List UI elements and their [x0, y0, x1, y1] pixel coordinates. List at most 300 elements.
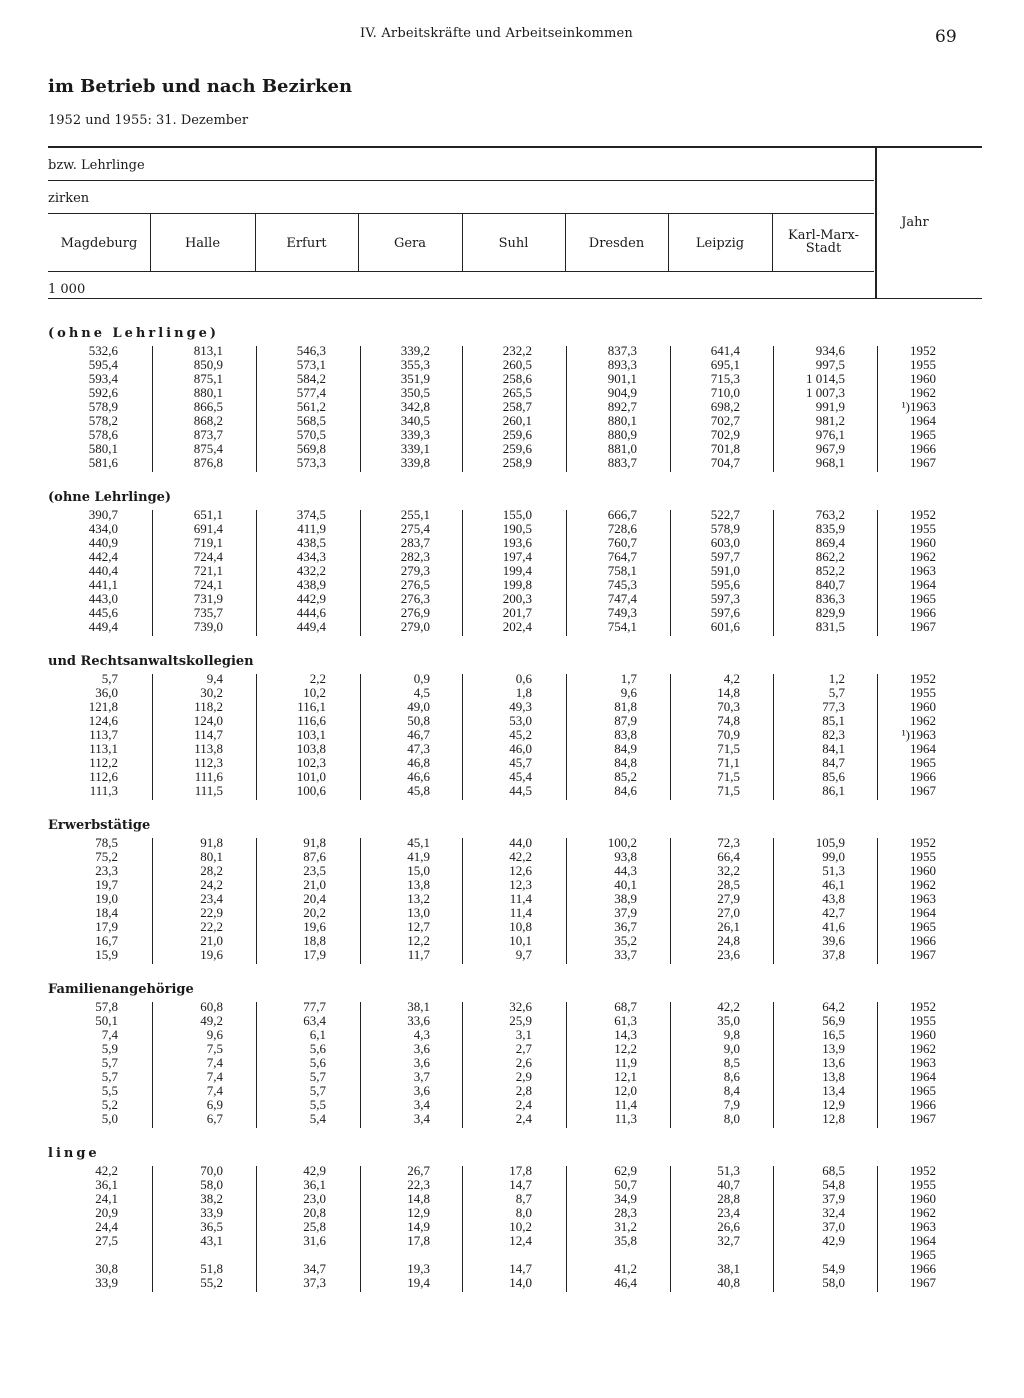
table-cell: 258,9 [502, 455, 532, 470]
table-cell: 2,6 [515, 1055, 532, 1070]
table-cell: 880,9 [607, 427, 637, 442]
data-column [765, 1164, 845, 1290]
table-cell: 23,4 [717, 1205, 740, 1220]
table-cell: 47,3 [407, 741, 430, 756]
table-cell: 641,4 [710, 343, 740, 358]
year-cell: 1964 [910, 905, 936, 920]
table-cell: 46,0 [509, 741, 532, 756]
data-column [350, 836, 430, 962]
table-cell: 2,2 [309, 671, 326, 686]
header-top-rule [48, 146, 982, 148]
table-cell: 8,0 [515, 1205, 532, 1220]
year-cell: 1960 [910, 1191, 936, 1206]
table-cell: 715,3 [710, 371, 740, 386]
table-cell: 66,4 [717, 849, 740, 864]
data-column [765, 508, 845, 634]
table-cell: 87,9 [614, 713, 637, 728]
table-section [0, 654, 1024, 814]
table-cell: 260,5 [502, 357, 532, 372]
table-cell: 279,0 [400, 619, 430, 634]
table-cell: 46,4 [614, 1275, 637, 1290]
data-column [557, 344, 637, 470]
table-cell: 20,4 [303, 891, 326, 906]
table-cell: 33,9 [95, 1275, 118, 1290]
table-cell: 449,4 [88, 619, 118, 634]
table-cell: 546,3 [296, 343, 326, 358]
table-cell: 934,6 [815, 343, 845, 358]
year-cell: 1967 [910, 619, 936, 634]
table-cell: 124,0 [193, 713, 223, 728]
table-cell: 50,7 [614, 1177, 637, 1192]
data-column [452, 672, 532, 798]
data-column [246, 508, 326, 634]
year-cell: 1967 [910, 947, 936, 962]
table-cell: 434,3 [296, 549, 326, 564]
table-cell: 695,1 [710, 357, 740, 372]
year-cell: 1952 [910, 507, 936, 522]
year-cell: 1966 [910, 441, 936, 456]
table-cell: 443,0 [88, 591, 118, 606]
table-cell: 868,2 [193, 413, 223, 428]
col-header-halle: Halle [184, 236, 221, 251]
year-cell: 1955 [910, 1013, 936, 1028]
table-cell: 118,2 [194, 699, 223, 714]
table-cell: 991,9 [815, 399, 845, 414]
table-cell: 77,7 [303, 999, 326, 1014]
table-cell: 10,1 [509, 933, 532, 948]
table-cell: 42,9 [822, 1233, 845, 1248]
table-cell: 31,2 [614, 1219, 637, 1234]
table-cell: 339,1 [400, 441, 430, 456]
table-cell: 20,9 [95, 1205, 118, 1220]
data-column [765, 672, 845, 798]
table-cell: 71,5 [717, 769, 740, 784]
table-cell: 23,5 [303, 863, 326, 878]
table-cell: 21,0 [200, 933, 223, 948]
table-cell: 10,8 [509, 919, 532, 934]
table-cell: 91,8 [200, 835, 223, 850]
table-cell: 813,1 [193, 343, 223, 358]
year-cell: 1962 [910, 549, 936, 564]
table-cell: 442,9 [296, 591, 326, 606]
table-cell: 11,4 [509, 905, 532, 920]
table-cell: 36,7 [614, 919, 637, 934]
table-cell: 40,7 [717, 1177, 740, 1192]
table-cell: 202,4 [502, 619, 532, 634]
table-cell: 38,2 [200, 1191, 223, 1206]
table-cell: 763,2 [815, 507, 845, 522]
table-cell: 442,4 [88, 549, 118, 564]
table-cell: 23,0 [303, 1191, 326, 1206]
table-cell: 26,1 [717, 919, 740, 934]
year-cell: 1952 [910, 671, 936, 686]
data-column [660, 672, 740, 798]
table-cell: 74,8 [717, 713, 740, 728]
table-cell: 11,4 [614, 1097, 637, 1112]
table-cell: 116,6 [297, 713, 326, 728]
year-cell: 1962 [910, 877, 936, 892]
data-column [350, 344, 430, 470]
table-cell: 37,0 [822, 1219, 845, 1234]
table-cell: 77,3 [822, 699, 845, 714]
table-cell: 114,7 [194, 727, 223, 742]
table-cell: 16,5 [822, 1027, 845, 1042]
table-cell [246, 1248, 326, 1262]
table-cell: 595,4 [88, 357, 118, 372]
year-cell: 1964 [910, 1233, 936, 1248]
year-cell: 1965 [910, 1247, 936, 1262]
data-column [143, 1164, 223, 1290]
table-cell: 754,1 [607, 619, 637, 634]
table-cell: 836,3 [815, 591, 845, 606]
table-cell: 45,4 [509, 769, 532, 784]
table-cell: 34,9 [614, 1191, 637, 1206]
table-cell: 14,8 [407, 1191, 430, 1206]
table-cell: 121,8 [88, 699, 118, 714]
table-cell: 4,5 [413, 685, 430, 700]
table-cell: 9,6 [206, 1027, 223, 1042]
table-cell: 2,9 [515, 1069, 532, 1084]
table-cell: 35,8 [614, 1233, 637, 1248]
header-row-lehrlinge: bzw. Lehrlinge [48, 158, 145, 173]
table-cell: 3,6 [413, 1055, 430, 1070]
page-subtitle: 1952 und 1955: 31. Dezember [48, 113, 249, 128]
data-column [660, 1000, 740, 1126]
table-cell: 45,7 [509, 755, 532, 770]
table-cell: 27,5 [95, 1233, 118, 1248]
year-cell: 1963 [910, 891, 936, 906]
year-cell: 1962 [910, 1041, 936, 1056]
table-cell: 691,4 [193, 521, 223, 536]
table-cell: 111,6 [194, 769, 223, 784]
table-cell: 38,1 [407, 999, 430, 1014]
table-cell: 36,1 [303, 1177, 326, 1192]
table-cell: 578,9 [88, 399, 118, 414]
table-cell: 84,8 [614, 755, 637, 770]
year-cell: 1966 [910, 1261, 936, 1276]
table-cell: 597,3 [710, 591, 740, 606]
year-cell: 1964 [910, 413, 936, 428]
year-cell: 1952 [910, 999, 936, 1014]
table-cell: 875,4 [193, 441, 223, 456]
table-cell: 14,0 [509, 1275, 532, 1290]
table-cell: 573,3 [296, 455, 326, 470]
data-column [143, 672, 223, 798]
year-column [856, 1000, 936, 1126]
table-cell [143, 1248, 223, 1262]
table-cell: 5,7 [101, 1069, 118, 1084]
table-cell: 87,6 [303, 849, 326, 864]
table-cell: 32,4 [822, 1205, 845, 1220]
col-header-leipzig: Leipzig [695, 236, 745, 251]
table-cell: 50,1 [95, 1013, 118, 1028]
table-cell: 440,4 [88, 563, 118, 578]
table-cell: 893,3 [607, 357, 637, 372]
table-cell: 438,5 [296, 535, 326, 550]
table-cell: 749,3 [607, 605, 637, 620]
table-cell: 568,5 [296, 413, 326, 428]
table-cell: 259,6 [502, 427, 532, 442]
table-cell: 45,1 [407, 835, 430, 850]
table-cell: 19,4 [407, 1275, 430, 1290]
table-cell: 39,6 [822, 933, 845, 948]
table-cell: 25,9 [509, 1013, 532, 1028]
year-cell: 1965 [910, 755, 936, 770]
header-bottom-rule [48, 298, 982, 299]
table-cell: 5,9 [101, 1041, 118, 1056]
table-cell: 14,8 [717, 685, 740, 700]
table-cell: 81,8 [614, 699, 637, 714]
year-cell: 1955 [910, 521, 936, 536]
table-cell: 19,6 [303, 919, 326, 934]
table-cell: 721,1 [193, 563, 223, 578]
year-cell: 1955 [910, 357, 936, 372]
table-cell: 580,1 [88, 441, 118, 456]
table-cell: 2,7 [515, 1041, 532, 1056]
col-header-suhl: Suhl [498, 236, 529, 251]
table-cell: 41,6 [822, 919, 845, 934]
data-column [246, 836, 326, 962]
table-cell: 12,2 [614, 1041, 637, 1056]
year-cell: 1952 [910, 343, 936, 358]
table-cell: 60,8 [200, 999, 223, 1014]
table-cell: 904,9 [607, 385, 637, 400]
table-cell: 901,1 [607, 371, 637, 386]
data-column [452, 836, 532, 962]
table-cell: 103,1 [296, 727, 326, 742]
table-cell: 869,4 [815, 535, 845, 550]
year-column [856, 672, 936, 798]
table-cell: 45,8 [407, 783, 430, 798]
table-cell: 44,3 [614, 863, 637, 878]
table-cell: 651,1 [193, 507, 223, 522]
table-cell: 532,6 [88, 343, 118, 358]
year-cell: 1952 [910, 1163, 936, 1178]
table-cell [660, 1248, 740, 1262]
table-cell: 449,4 [296, 619, 326, 634]
table-cell: 27,0 [717, 905, 740, 920]
table-cell: 561,2 [296, 399, 326, 414]
year-cell: 1965 [910, 427, 936, 442]
table-cell: 75,2 [95, 849, 118, 864]
table-cell: 58,0 [822, 1275, 845, 1290]
table-cell: 103,8 [296, 741, 326, 756]
table-cell: 112,6 [89, 769, 118, 784]
table-cell: 12,9 [822, 1097, 845, 1112]
table-cell: 967,9 [815, 441, 845, 456]
table-cell: 113,7 [89, 727, 118, 742]
year-cell: 1964 [910, 1069, 936, 1084]
table-cell: 883,7 [607, 455, 637, 470]
table-cell: 6,1 [309, 1027, 326, 1042]
table-cell: 17,8 [407, 1233, 430, 1248]
section-title: Familienangehörige [48, 982, 194, 997]
col-header-karl-marx-stadt: Karl-Marx- Stadt [788, 228, 859, 256]
table-cell: 54,8 [822, 1177, 845, 1192]
table-cell: 829,9 [815, 605, 845, 620]
table-cell: 3,6 [413, 1083, 430, 1098]
table-cell: 5,5 [309, 1097, 326, 1112]
table-cell: 101,0 [296, 769, 326, 784]
table-cell: 32,7 [717, 1233, 740, 1248]
table-cell: 50,8 [407, 713, 430, 728]
data-column [557, 508, 637, 634]
table-cell: 155,0 [502, 507, 532, 522]
table-cell: 17,9 [303, 947, 326, 962]
table-cell: 276,3 [400, 591, 430, 606]
table-cell: 260,1 [502, 413, 532, 428]
table-cell: 85,1 [822, 713, 845, 728]
table-cell: 11,7 [407, 947, 430, 962]
table-cell: 41,2 [614, 1261, 637, 1276]
year-col-divider [875, 146, 877, 298]
table-cell: 190,5 [502, 521, 532, 536]
table-cell: 71,5 [717, 741, 740, 756]
table-cell: 444,6 [296, 605, 326, 620]
data-column [350, 508, 430, 634]
year-cell: 1965 [910, 591, 936, 606]
table-cell: 18,4 [95, 905, 118, 920]
table-cell [765, 1248, 845, 1262]
table-cell: 84,9 [614, 741, 637, 756]
table-cell: 11,4 [509, 891, 532, 906]
table-cell: 569,8 [296, 441, 326, 456]
table-cell: 5,2 [101, 1097, 118, 1112]
table-cell: 702,9 [710, 427, 740, 442]
table-cell: 42,7 [822, 905, 845, 920]
table-cell: 578,6 [88, 427, 118, 442]
table-cell: 1 007,3 [806, 385, 845, 400]
table-cell: 82,3 [822, 727, 845, 742]
year-cell: 1964 [910, 741, 936, 756]
table-cell: 43,1 [200, 1233, 223, 1248]
table-cell: 49,0 [407, 699, 430, 714]
table-cell: 14,7 [509, 1261, 532, 1276]
table-cell: 37,8 [822, 947, 845, 962]
table-cell: 37,9 [614, 905, 637, 920]
table-cell: 578,2 [88, 413, 118, 428]
table-cell: 837,3 [607, 343, 637, 358]
table-cell: 8,6 [723, 1069, 740, 1084]
year-cell: ¹)1963 [901, 399, 936, 414]
table-cell: 83,8 [614, 727, 637, 742]
table-cell: 111,5 [194, 783, 223, 798]
year-cell: 1955 [910, 1177, 936, 1192]
data-column [557, 836, 637, 962]
table-cell: 10,2 [509, 1219, 532, 1234]
table-cell: 20,8 [303, 1205, 326, 1220]
table-cell: 18,8 [303, 933, 326, 948]
table-cell: 56,9 [822, 1013, 845, 1028]
table-cell: 5,6 [309, 1041, 326, 1056]
unit-label: 1 000 [48, 282, 86, 297]
table-cell: 46,6 [407, 769, 430, 784]
table-cell: 22,3 [407, 1177, 430, 1192]
table-cell: 12,2 [407, 933, 430, 948]
table-cell: 835,9 [815, 521, 845, 536]
data-column [38, 344, 118, 470]
table-cell: 593,4 [88, 371, 118, 386]
data-column [38, 1000, 118, 1126]
table-cell: 4,2 [723, 671, 740, 686]
table-cell: 91,8 [303, 835, 326, 850]
table-cell: 731,9 [193, 591, 223, 606]
table-cell: 37,9 [822, 1191, 845, 1206]
table-cell: 968,1 [815, 455, 845, 470]
table-section [0, 982, 1024, 1142]
table-cell: 23,3 [95, 863, 118, 878]
table-cell: 831,5 [815, 619, 845, 634]
table-cell: 1,2 [828, 671, 845, 686]
table-cell: 51,8 [200, 1261, 223, 1276]
table-cell: 26,7 [407, 1163, 430, 1178]
data-column [38, 1164, 118, 1290]
table-cell: 22,2 [200, 919, 223, 934]
table-cell: 840,7 [815, 577, 845, 592]
data-column [765, 1000, 845, 1126]
table-cell: 852,2 [815, 563, 845, 578]
table-cell: 873,7 [193, 427, 223, 442]
table-cell: 850,9 [193, 357, 223, 372]
data-column [660, 1164, 740, 1290]
col-header-dresden: Dresden [588, 236, 645, 251]
table-cell: 193,6 [502, 535, 532, 550]
table-cell: 981,2 [815, 413, 845, 428]
table-cell: 6,9 [206, 1097, 223, 1112]
table-cell: 102,3 [296, 755, 326, 770]
table-cell: 258,6 [502, 371, 532, 386]
table-cell: 93,8 [614, 849, 637, 864]
data-column [350, 1164, 430, 1290]
year-cell: 1962 [910, 713, 936, 728]
table-cell: 275,4 [400, 521, 430, 536]
table-cell: 27,9 [717, 891, 740, 906]
table-cell: 22,9 [200, 905, 223, 920]
year-cell: 1960 [910, 699, 936, 714]
table-cell: 78,5 [95, 835, 118, 850]
table-cell: 698,2 [710, 399, 740, 414]
table-cell: 197,4 [502, 549, 532, 564]
table-cell: 34,7 [303, 1261, 326, 1276]
table-cell: 24,2 [200, 877, 223, 892]
table-cell: 282,3 [400, 549, 430, 564]
table-cell: 876,8 [193, 455, 223, 470]
table-cell: 9,8 [723, 1027, 740, 1042]
table-cell: 9,6 [620, 685, 637, 700]
section-title: und Rechtsanwaltskollegien [48, 654, 254, 669]
table-cell: 72,3 [717, 835, 740, 850]
table-cell: 124,6 [88, 713, 118, 728]
table-cell: 441,1 [88, 577, 118, 592]
table-cell: 71,5 [717, 783, 740, 798]
table-cell: 33,7 [614, 947, 637, 962]
table-cell: 339,3 [400, 427, 430, 442]
table-cell: 33,9 [200, 1205, 223, 1220]
table-cell: 351,9 [400, 371, 430, 386]
year-cell: 1960 [910, 863, 936, 878]
table-cell: 432,2 [296, 563, 326, 578]
table-cell: 7,4 [206, 1069, 223, 1084]
table-cell: 41,9 [407, 849, 430, 864]
table-cell: 68,7 [614, 999, 637, 1014]
table-cell: 112,2 [89, 755, 118, 770]
table-cell: 3,7 [413, 1069, 430, 1084]
table-cell: 70,0 [200, 1163, 223, 1178]
table-cell: 44,5 [509, 783, 532, 798]
table-cell: 881,0 [607, 441, 637, 456]
data-column [452, 508, 532, 634]
table-cell: 200,3 [502, 591, 532, 606]
